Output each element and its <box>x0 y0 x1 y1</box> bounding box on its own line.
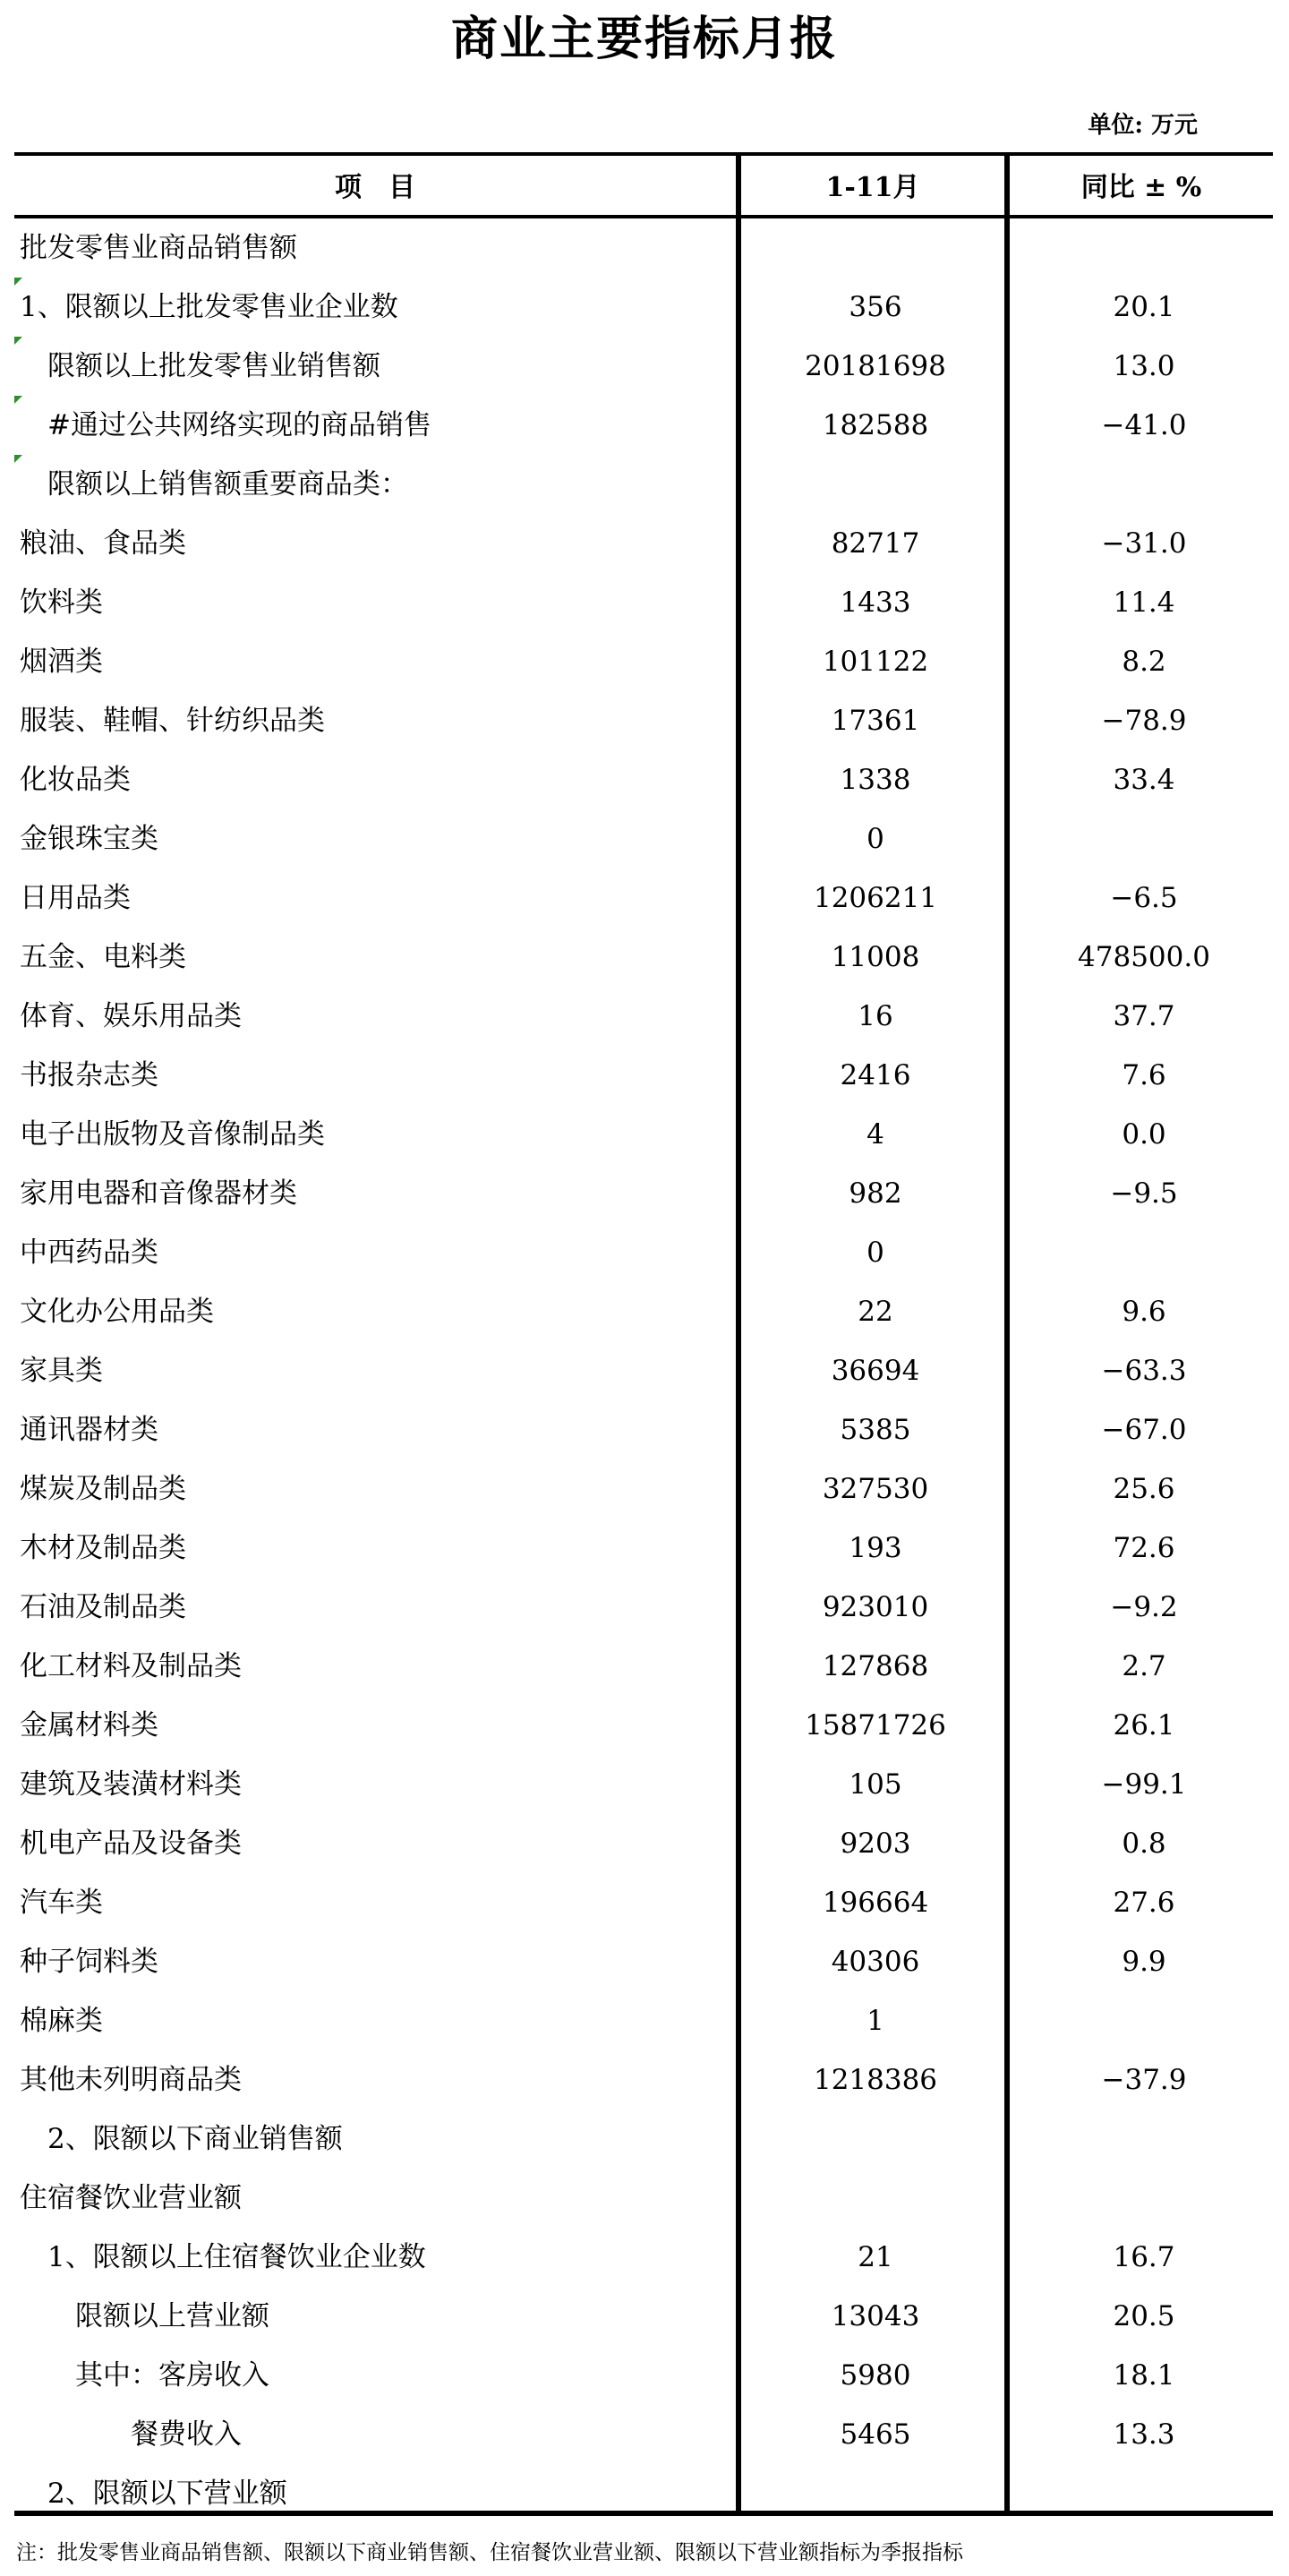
row-value: 21 <box>858 2241 893 2273</box>
row-yoy: 8.2 <box>1122 646 1166 678</box>
table-row <box>14 2405 1273 2464</box>
row-value: 5465 <box>840 2418 911 2451</box>
row-label: 石油及制品类 <box>20 1591 186 1623</box>
table-row <box>14 1932 1273 1991</box>
table-row <box>14 514 1273 573</box>
table-row <box>14 1164 1273 1223</box>
row-yoy: 7.6 <box>1122 1059 1166 1091</box>
row-label: 煤炭及制品类 <box>20 1473 186 1505</box>
row-label: 化妆品类 <box>20 764 131 796</box>
header-item: 项 目 <box>335 172 415 203</box>
table-row <box>14 928 1273 987</box>
row-label: 饮料类 <box>20 586 103 619</box>
table-row <box>14 1459 1273 1519</box>
table-row <box>14 1755 1273 1814</box>
row-value: 1206211 <box>813 882 938 914</box>
table-row <box>14 278 1273 337</box>
row-label: 机电产品及设备类 <box>20 1827 242 1860</box>
indicator-table <box>14 152 1273 2516</box>
row-value <box>741 455 1010 514</box>
table-row <box>14 2464 1273 2523</box>
row-value: 127868 <box>822 1650 929 1682</box>
table-row <box>14 1341 1273 1400</box>
table-row <box>14 2169 1273 2228</box>
row-value: 40306 <box>831 1946 920 1978</box>
row-yoy: 478500.0 <box>1078 941 1210 973</box>
row-label: 家具类 <box>20 1355 103 1387</box>
table-row <box>14 869 1273 928</box>
row-yoy: 2.7 <box>1122 1650 1166 1682</box>
row-value: 1338 <box>840 764 911 796</box>
row-yoy <box>1010 1991 1278 2050</box>
row-value: 2416 <box>840 1059 911 1091</box>
row-yoy: −99.1 <box>1101 1768 1187 1801</box>
row-value: 16 <box>858 1000 893 1032</box>
row-value: 356 <box>849 291 902 323</box>
row-yoy: −63.3 <box>1101 1355 1187 1387</box>
row-label: 批发零售业商品销售额 <box>20 232 297 264</box>
row-value: 36694 <box>831 1355 920 1387</box>
row-yoy: −6.5 <box>1110 882 1178 914</box>
row-value: 20181698 <box>805 350 946 382</box>
table-row <box>14 1282 1273 1341</box>
row-yoy <box>1010 2110 1278 2169</box>
row-yoy: 16.7 <box>1113 2241 1175 2273</box>
row-yoy: −31.0 <box>1101 527 1187 560</box>
row-yoy: 18.1 <box>1113 2359 1175 2392</box>
table-row <box>14 573 1273 632</box>
row-yoy: 0.0 <box>1122 1118 1166 1151</box>
row-yoy: 9.9 <box>1122 1946 1166 1978</box>
row-yoy <box>1010 1223 1278 1282</box>
table-row <box>14 1578 1273 1637</box>
row-value: 22 <box>858 1296 893 1328</box>
unit-label: 单位: 万元 <box>1088 112 1198 139</box>
table-row <box>14 1400 1273 1459</box>
row-value: 327530 <box>822 1473 929 1505</box>
row-value: 182588 <box>822 409 929 441</box>
row-yoy: −37.9 <box>1101 2064 1187 2096</box>
row-label: 五金、电料类 <box>20 941 186 973</box>
table-row <box>14 337 1273 396</box>
table-row <box>14 1991 1273 2050</box>
row-yoy: 33.4 <box>1113 764 1175 796</box>
table-row <box>14 1105 1273 1164</box>
row-value: 5385 <box>840 1414 911 1446</box>
table-top-rule <box>14 152 1273 156</box>
row-yoy: 27.6 <box>1113 1887 1175 1919</box>
row-label: #通过公共网络实现的商品销售 <box>20 409 431 441</box>
row-value: 82717 <box>831 527 920 560</box>
table-row <box>14 750 1273 809</box>
row-label: 2、限额以下商业销售额 <box>20 2123 343 2155</box>
row-yoy: 13.3 <box>1113 2418 1175 2451</box>
row-yoy: 37.7 <box>1113 1000 1175 1032</box>
row-value <box>741 2110 1010 2169</box>
row-label: 体育、娱乐用品类 <box>20 1000 242 1032</box>
row-label: 木材及制品类 <box>20 1532 186 1564</box>
header-yoy: 同比 ± % <box>1080 172 1202 203</box>
table-row <box>14 1696 1273 1755</box>
row-value: 1433 <box>840 586 911 619</box>
table-row <box>14 2346 1273 2405</box>
row-label: 通讯器材类 <box>20 1414 158 1446</box>
row-yoy: 9.6 <box>1122 1296 1166 1328</box>
row-yoy: −41.0 <box>1101 409 1187 441</box>
row-yoy: 20.5 <box>1113 2300 1175 2332</box>
row-label: 限额以上销售额重要商品类： <box>20 468 408 501</box>
row-value: 101122 <box>822 646 929 678</box>
row-label: 建筑及装潢材料类 <box>20 1768 242 1801</box>
row-label: 1、限额以上住宿餐饮业企业数 <box>20 2241 426 2273</box>
row-label: 其中：客房收入 <box>20 2359 269 2392</box>
row-yoy: 26.1 <box>1113 1709 1175 1742</box>
row-value: 13043 <box>831 2300 920 2332</box>
row-label: 中西药品类 <box>20 1237 158 1269</box>
row-yoy <box>1010 2464 1278 2523</box>
row-yoy <box>1010 2169 1278 2228</box>
row-yoy <box>1010 809 1278 869</box>
row-value: 196664 <box>822 1887 929 1919</box>
row-label: 2、限额以下营业额 <box>20 2478 287 2510</box>
row-label: 种子饲料类 <box>20 1946 158 1978</box>
row-value: 105 <box>849 1768 902 1801</box>
row-label: 化工材料及制品类 <box>20 1650 242 1682</box>
row-label: 书报杂志类 <box>20 1059 158 1091</box>
row-value: 982 <box>849 1177 902 1210</box>
table-row <box>14 632 1273 691</box>
row-value: 9203 <box>840 1827 911 1860</box>
row-value: 923010 <box>822 1591 929 1623</box>
table-row <box>14 1519 1273 1578</box>
table-row <box>14 2228 1273 2287</box>
row-value <box>741 218 1010 278</box>
footnote: 注：批发零售业商品销售额、限额以下商业销售额、住宿餐饮业营业额、限额以下营业额指标为季报指标 <box>16 2541 963 2564</box>
table-row <box>14 2050 1273 2110</box>
table-row <box>14 691 1273 750</box>
row-yoy: 72.6 <box>1113 1532 1175 1564</box>
row-label: 烟酒类 <box>20 646 103 678</box>
table-row <box>14 396 1273 455</box>
row-label: 服装、鞋帽、针纺织品类 <box>20 705 325 737</box>
row-label: 餐费收入 <box>20 2418 242 2451</box>
row-value: 17361 <box>831 705 920 737</box>
row-value: 193 <box>849 1532 902 1564</box>
row-label: 文化办公用品类 <box>20 1296 214 1328</box>
row-label: 金属材料类 <box>20 1709 158 1742</box>
row-label: 其他未列明商品类 <box>20 2064 242 2096</box>
row-label: 限额以上营业额 <box>20 2300 269 2332</box>
table-row <box>14 218 1273 278</box>
table-row <box>14 1223 1273 1282</box>
row-yoy: −9.2 <box>1110 1591 1178 1623</box>
row-value: 4 <box>866 1118 884 1151</box>
row-label: 棉麻类 <box>20 2005 103 2037</box>
row-value: 0 <box>866 1237 884 1269</box>
row-yoy <box>1010 455 1278 514</box>
row-label: 家用电器和音像器材类 <box>20 1177 297 1210</box>
row-value <box>741 2464 1010 2523</box>
row-label: 电子出版物及音像制品类 <box>20 1118 325 1151</box>
row-value: 5980 <box>840 2359 911 2392</box>
header-period: 1-11月 <box>825 172 920 203</box>
row-label: 1、限额以上批发零售业企业数 <box>20 291 398 323</box>
table-row <box>14 1637 1273 1696</box>
row-value <box>741 2169 1010 2228</box>
table-row <box>14 1814 1273 1873</box>
table-row <box>14 455 1273 514</box>
table-row <box>14 809 1273 869</box>
table-row <box>14 2287 1273 2346</box>
row-label: 限额以上批发零售业销售额 <box>20 350 380 382</box>
row-label: 日用品类 <box>20 882 131 914</box>
table-row <box>14 1046 1273 1105</box>
page-title: 商业主要指标月报 <box>450 12 838 66</box>
row-yoy: 13.0 <box>1113 350 1175 382</box>
row-yoy: −67.0 <box>1101 1414 1187 1446</box>
row-yoy: −9.5 <box>1110 1177 1178 1210</box>
row-value: 11008 <box>831 941 920 973</box>
row-value: 15871726 <box>805 1709 946 1742</box>
row-value: 1218386 <box>813 2064 938 2096</box>
row-yoy: 11.4 <box>1113 586 1175 619</box>
row-value: 1 <box>866 2005 884 2037</box>
row-value: 0 <box>866 823 884 855</box>
row-label: 住宿餐饮业营业额 <box>20 2182 242 2214</box>
table-row <box>14 987 1273 1046</box>
table-row <box>14 1873 1273 1932</box>
table-row <box>14 2110 1273 2169</box>
row-yoy <box>1010 218 1278 278</box>
row-label: 金银珠宝类 <box>20 823 158 855</box>
row-yoy: 25.6 <box>1113 1473 1175 1505</box>
row-label: 粮油、食品类 <box>20 527 186 560</box>
table-body <box>14 218 1273 2523</box>
row-yoy: −78.9 <box>1101 705 1187 737</box>
row-yoy: 20.1 <box>1113 291 1175 323</box>
row-yoy: 0.8 <box>1122 1827 1166 1860</box>
row-label: 汽车类 <box>20 1887 103 1919</box>
